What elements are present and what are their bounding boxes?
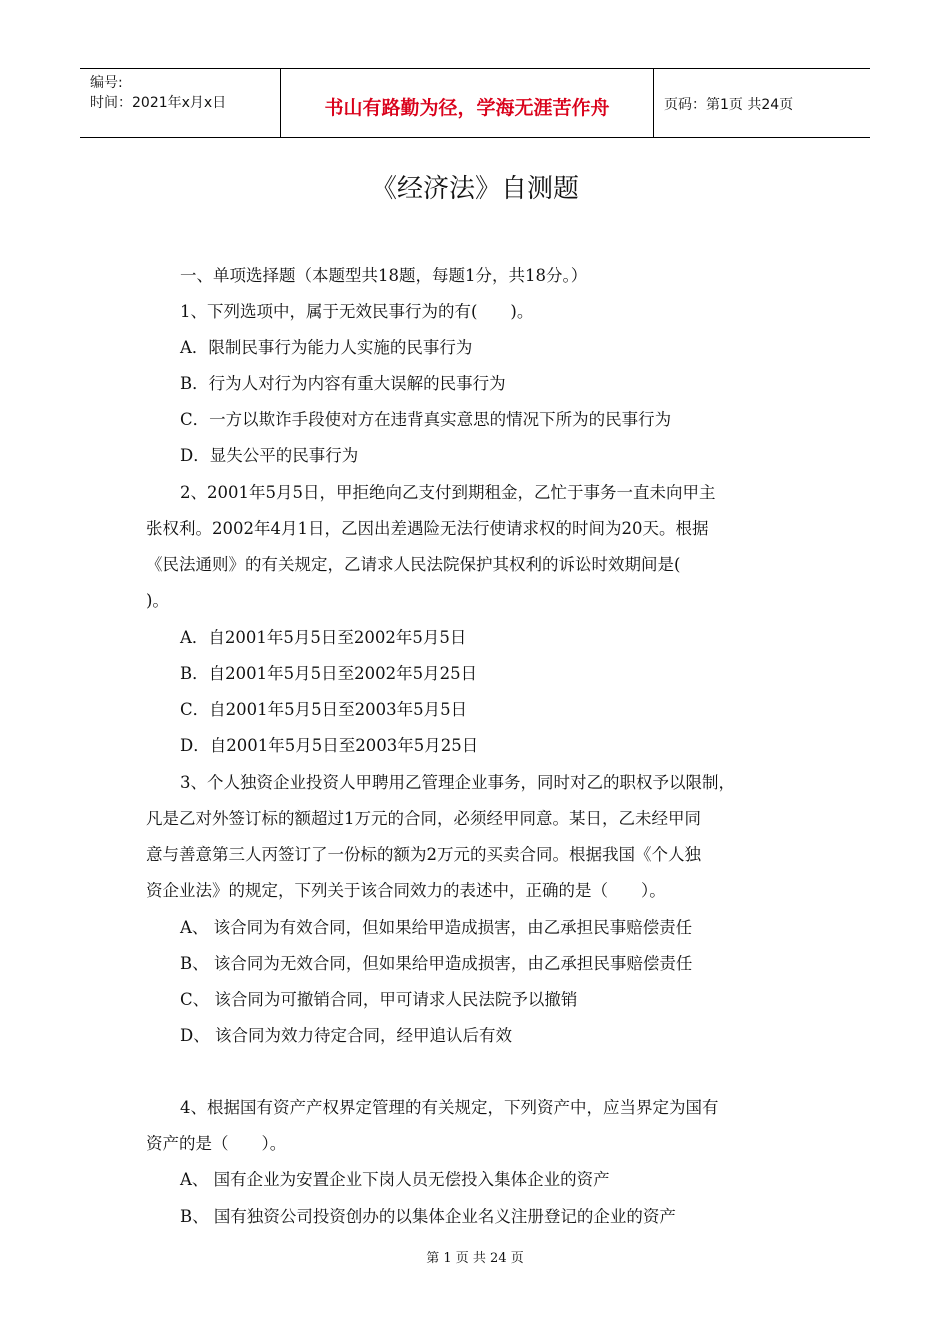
q4-option-a: A、 国有企业为安置企业下岗人员无偿投入集体企业的资产	[180, 1170, 610, 1189]
q3-option-d: D、 该合同为效力待定合同，经甲追认后有效	[180, 1026, 512, 1045]
q3-option-a: A、 该合同为有效合同，但如果给甲造成损害，由乙承担民事赔偿责任	[180, 918, 693, 937]
question-2-line-3: 《民法通则》的有关规定，乙请求人民法院保护其权利的诉讼时效期间是(	[146, 555, 681, 574]
question-3-line-3: 意与善意第三人丙签订了一份标的额为2万元的买卖合同。根据我国《个人独	[146, 845, 701, 864]
number-label: 编号:	[90, 75, 123, 91]
q2-option-b: B．自2001年5月5日至2002年5月25日	[180, 664, 478, 683]
q2-option-c: C．自2001年5月5日至2003年5月5日	[180, 700, 468, 719]
question-3-line-4: 资企业法》的规定，下列关于该合同效力的表述中，正确的是（ ）。	[146, 881, 666, 900]
question-4-line-1: 4、根据国有资产产权界定管理的有关规定，下列资产中，应当界定为国有	[180, 1098, 719, 1117]
header-left-cell	[80, 69, 281, 137]
question-2-line-2: 张权利。2002年4月1日，乙因出差遇险无法行使请求权的时间为20天。根据	[146, 519, 709, 538]
question-2-line-4: )。	[146, 591, 169, 610]
header-right-cell	[654, 69, 870, 137]
time-label: 时间：2021年x月x日	[90, 95, 227, 111]
motto-text: 书山有路勤为径，学海无涯苦作舟	[324, 97, 610, 119]
q4-option-b: B、 国有独资公司投资创办的以集体企业名义注册登记的企业的资产	[180, 1207, 676, 1226]
q3-option-b: B、 该合同为无效合同，但如果给甲造成损害，由乙承担民事赔偿责任	[180, 954, 693, 973]
header-middle-cell	[281, 69, 654, 137]
section-heading: 一、单项选择题（本题型共18题，每题1分，共18分。）	[180, 266, 588, 285]
question-2-line-1: 2、2001年5月5日，甲拒绝向乙支付到期租金，乙忙于事务一直未向甲主	[180, 483, 716, 502]
q3-option-c: C、 该合同为可撤销合同，甲可请求人民法院予以撤销	[180, 990, 578, 1009]
page-footer: 第 1 页 共 24 页	[426, 1251, 524, 1266]
question-4-line-2: 资产的是（ ）。	[146, 1134, 287, 1153]
q1-option-b: B．行为人对行为内容有重大误解的民事行为	[180, 374, 506, 393]
page-header	[80, 68, 870, 138]
q1-option-d: D．显失公平的民事行为	[180, 446, 359, 465]
question-1: 1、下列选项中，属于无效民事行为的有( )。	[180, 302, 534, 321]
q1-option-a: A．限制民事行为能力人实施的民事行为	[180, 338, 473, 357]
question-3-line-1: 3、个人独资企业投资人甲聘用乙管理企业事务，同时对乙的职权予以限制，	[180, 773, 735, 792]
q2-option-a: A．自2001年5月5日至2002年5月5日	[180, 628, 467, 647]
document-title: 《经济法》自测题	[370, 174, 579, 204]
page-number-label: 页码：第1页 共24页	[664, 97, 794, 113]
q1-option-c: C．一方以欺诈手段使对方在违背真实意思的情况下所为的民事行为	[180, 410, 672, 429]
q2-option-d: D．自2001年5月5日至2003年5月25日	[180, 736, 479, 755]
question-3-line-2: 凡是乙对外签订标的额超过1万元的合同，必须经甲同意。某日，乙未经甲同	[146, 809, 701, 828]
